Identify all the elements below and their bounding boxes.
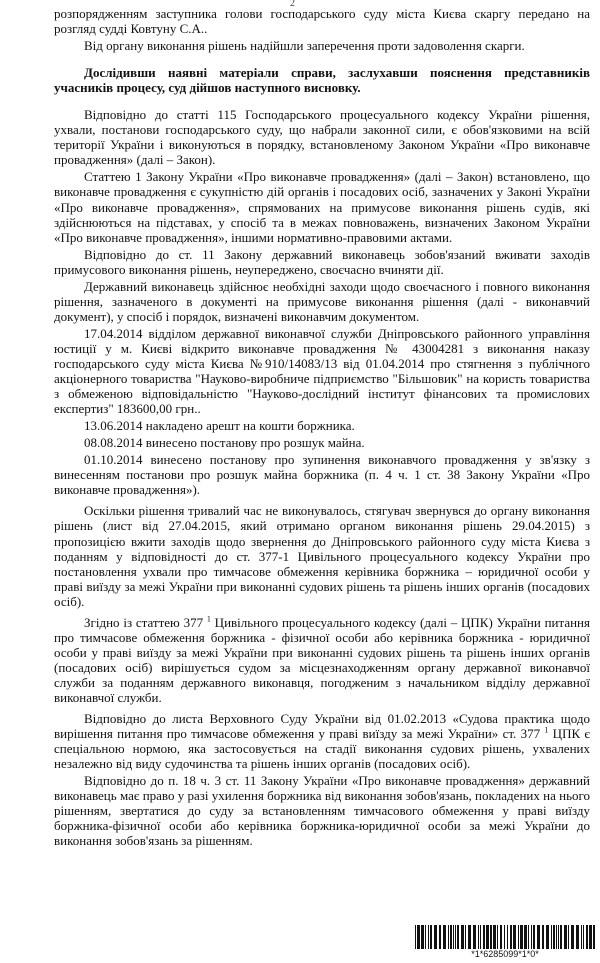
barcode-bar [513,925,516,949]
paragraph-court-conclusion-heading: Дослідивши наявні матеріали справи, заслухавши пояснення представників учасників процесу, суд дійшов наступного висновку. [54,65,590,96]
barcode-bar [537,925,540,949]
barcode-bar [533,925,535,949]
barcode-bar [473,925,476,949]
barcode-number: *1*6285099*1*0* [471,949,539,959]
paragraph-article-11-p18: Відповідно до п. 18 ч. 3 ст. 11 Закону України «Про виконавче провадження» державний виконавець має право у разі ухилення боржника від виконання зобов'язань, покладених на нього рішенням, звертатися до суду за встановленням тимчасового обмеження у праві виїзду боржника-фізичної особи або керівника боржника-юридичної особи за межі України до виконання зобов'язань за рішенням. [54,773,590,849]
barcode-bar [568,925,569,949]
barcode-bar [483,925,485,949]
barcode-bar [531,925,532,949]
barcode-bar [493,925,496,949]
barcode-bar [504,925,505,949]
paragraph-transfer-to-judge: розпорядженням заступника голови господарського суду міста Києва скаргу передано на розгляд судді Ковтуну С.А.. [54,6,590,37]
document-body [54,6,590,848]
barcode-bar [425,925,426,949]
barcode-bar [421,925,424,949]
barcode-bar [518,925,519,949]
barcode-bar [417,925,420,949]
barcode-bar [468,925,471,949]
barcode-bar [428,925,429,949]
paragraph-creditor-request: Оскільки рішення тривалий час не виконувалось, стягувач звернувся до органу виконання рішень (лист від 27.04.2015, який отримано органом виконання рішень 29.04.2015) з пропозицією вжити заходів щодо звернення до Дніпровського районного суду міста Києва з поданням у відповідності до ст. 377-1 Цивільного процесуального кодексу України про постановлення ухвали про тимчасове обмеження керівника боржника – юридичної особи у праві виїзду за межі України при виконанні судових рішень та рішень інших органів (посадових осіб). [54,503,590,609]
barcode-bar [490,925,492,949]
barcode-bar [583,925,584,949]
barcode-bar [551,925,552,949]
barcode-bar [553,925,555,949]
barcode-bar [430,925,432,949]
barcode-bar [586,925,588,949]
barcode-bar [542,925,544,949]
barcode-bar [524,925,527,949]
barcode-bar [448,925,449,949]
barcode-bar [434,925,437,949]
paragraph-suspension: 01.10.2014 винесено постанову про зупинення виконавчого провадження у зв'язку з винесенням постанови про розшук майна боржника (п. 4 ч. 1 ст. 38 Закону України «Про виконавче провадження»). [54,452,590,498]
barcode-bar [528,925,529,949]
paragraph-enforcement-opened: 17.04.2014 відділом державної виконавчої служби Дніпровського районного управління юстиції у м. Києві відкрито виконавче провадження № 43004281 з виконання наказу господарського суду міста Києва №910/14083/13 від 01.04.2014 про стягнення з публічного акціонерного товариства "Науково-виробниче підприємство "Більшовик" на користь товариства з обмеженою відповідальністю "Науково-дослідний інститут фінансових та промислових експертиз" 183600,00 грн.. [54,325,590,417]
paragraph-article-1: Статтею 1 Закону України «Про виконавче провадження» (далі – Закон) встановлено, що виконавче провадження є сукупністю дій органів і посадових осіб, зазначених у Законі України «Про виконавче провадження», спрямованих на примусове виконання рішень судів, які здійснюються на підставах, у спосіб та в межах повноважень, визначених Законом України «Про виконавче провадження», іншими нормативно-правовими актами. [54,169,590,245]
barcode-bar [461,925,464,949]
paragraph-article-115: Відповідно до статті 115 Господарського процесуального кодексу України рішення, ухвали, постанови господарського суду, що набрали законної сили, є обов'язковими на всій території України і виконуються в порядку, встановленому Законом України «Про виконавче провадження» (далі – Закон). [54,107,590,168]
barcode-bar [589,925,592,949]
barcode [415,925,595,961]
barcode-bar [457,925,459,949]
barcode-bar [439,925,441,949]
barcode-bar [415,925,416,949]
barcode-bar [497,925,498,949]
barcode-bar [546,925,549,949]
barcode-bar [560,925,562,949]
paragraph-article-377-1: Згідно із статтею 377 $^1$ Цивільного процесуального кодексу (далі – ЦПК) України питання про тимчасове обмеження боржника - фізичної особи або керівника боржника - юридичної особи у праві виїзду за межі України при виконанні судових рішень та рішень інших органів (посадових осіб) вирішується судом за місцезнаходженням органу державної виконавчої служби за поданням державного виконавця, погодженим з начальником відділу державної виконавчої служби. [54,614,590,705]
barcode-bar [556,925,557,949]
barcode-bars [415,925,595,949]
barcode-bar [453,925,454,949]
paragraph-arrest-funds: 13.06.2014 накладено арешт на кошти боржника. [84,418,355,434]
barcode-bar [558,925,559,949]
barcode-bar [455,925,456,949]
barcode-bar [480,925,481,949]
barcode-bar [450,925,452,949]
barcode-bar [581,925,582,949]
barcode-bar [507,925,508,949]
barcode-bar [564,925,567,949]
barcode-bar [520,925,523,949]
page-number: 2 [290,0,295,9]
paragraph-executor-measures: Державний виконавець здійснює необхідні заходи щодо своєчасного і повного виконання рішення, зазначеного в документі на примусове виконання рішення (далі - виконавчий документ), у спосіб і порядок, визначені виконавчим документом. [54,278,590,324]
barcode-bar [593,925,595,949]
paragraph-objections: Від органу виконання рішень надійшли заперечення проти задоволення скарги. [84,38,525,54]
barcode-bar [486,925,489,949]
paragraph-supreme-court-letter: Відповідно до листа Верховного Суду України від 01.02.2013 «Судова практика щодо вирішення питання про тимчасове обмеження у праві виїзду за межі України» ст. 377 $^1$ ЦПК є спеціальною нормою, яка застосовується на стадії виконання судових рішень, ухвалених незалежно від виду судочинства та рішень інших органів (посадових осіб). [54,711,591,772]
barcode-bar [576,925,579,949]
barcode-bar [478,925,479,949]
barcode-bar [571,925,574,949]
barcode-bar [465,925,466,949]
barcode-bar [500,925,502,949]
paragraph-article-11: Відповідно до ст. 11 Закону державний виконавець зобов'язаний вживати заходів примусового виконання рішень, неупереджено, своєчасно вчиняти дії. [54,246,590,277]
barcode-bar [510,925,512,949]
paragraph-property-search: 08.08.2014 винесено постанову про розшук майна. [84,435,365,451]
barcode-bar [443,925,446,949]
